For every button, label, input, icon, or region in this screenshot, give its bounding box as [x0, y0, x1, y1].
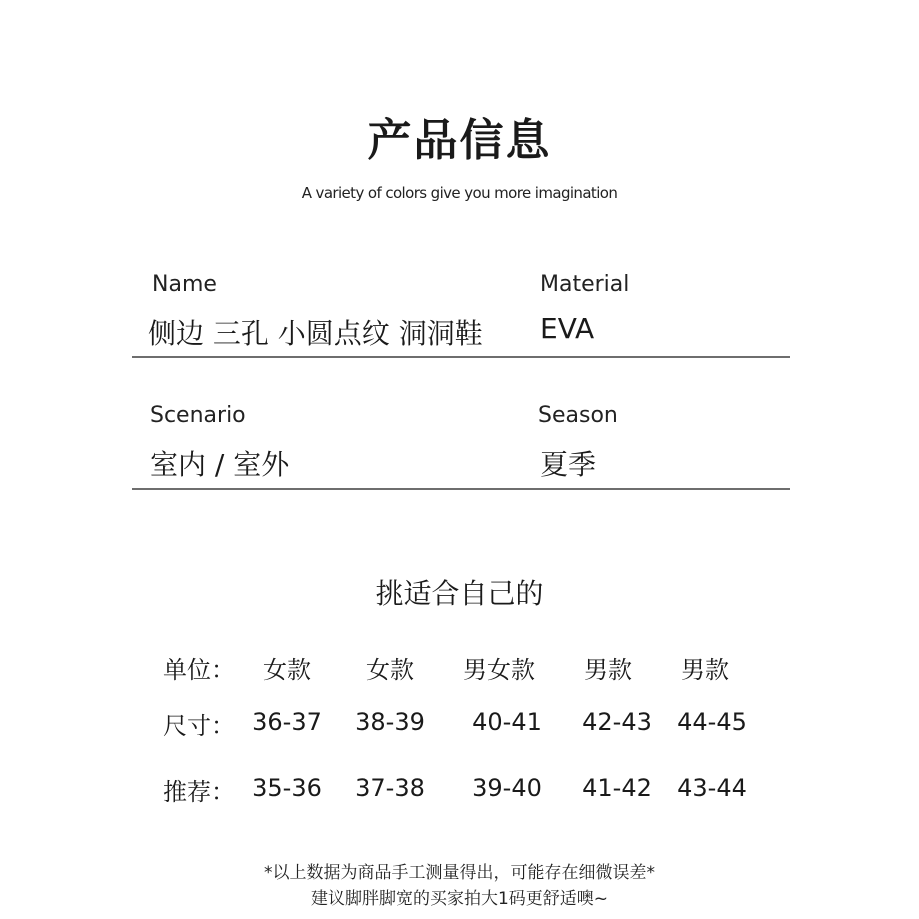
recommend-cell: 39-40: [472, 774, 542, 802]
unit-cell: 男款: [584, 656, 632, 684]
unit-cell: 女款: [263, 656, 311, 684]
season-label: Season: [538, 403, 618, 428]
name-value: 侧边 三孔 小圆点纹 洞洞鞋: [148, 317, 483, 350]
material-label: Material: [540, 272, 630, 297]
name-label: Name: [152, 272, 217, 297]
recommend-cell: 35-36: [252, 774, 322, 802]
size-cell: 40-41: [472, 708, 542, 736]
unit-row-label: 单位：: [163, 656, 235, 684]
size-cell: 38-39: [355, 708, 425, 736]
season-value: 夏季: [540, 448, 597, 481]
size-cell: 42-43: [582, 708, 652, 736]
divider-line: [132, 488, 790, 490]
recommend-cell: 41-42: [582, 774, 652, 802]
material-value: EVA: [540, 312, 595, 345]
unit-cell: 女款: [366, 656, 414, 684]
page-title: 产品信息: [367, 115, 552, 166]
unit-cell: 男款: [681, 656, 729, 684]
unit-cell: 男女款: [463, 656, 535, 684]
recommend-row-label: 推荐：: [163, 778, 235, 806]
size-section-title: 挑适合自己的: [375, 577, 544, 610]
scenario-value: 室内 / 室外: [150, 448, 290, 481]
page-subtitle: A variety of colors give you more imagination: [301, 184, 618, 202]
size-cell: 36-37: [252, 708, 322, 736]
recommend-cell: 37-38: [355, 774, 425, 802]
size-row-label: 尺寸：: [163, 712, 235, 740]
measurement-note: *以上数据为商品手工测量得出，可能存在细微误差*: [264, 863, 655, 883]
recommend-cell: 43-44: [677, 774, 747, 802]
size-advice-note: 建议脚胖脚宽的买家拍大1码更舒适噢~: [310, 889, 609, 909]
scenario-label: Scenario: [150, 403, 246, 428]
divider-line: [132, 356, 790, 358]
size-cell: 44-45: [677, 708, 747, 736]
